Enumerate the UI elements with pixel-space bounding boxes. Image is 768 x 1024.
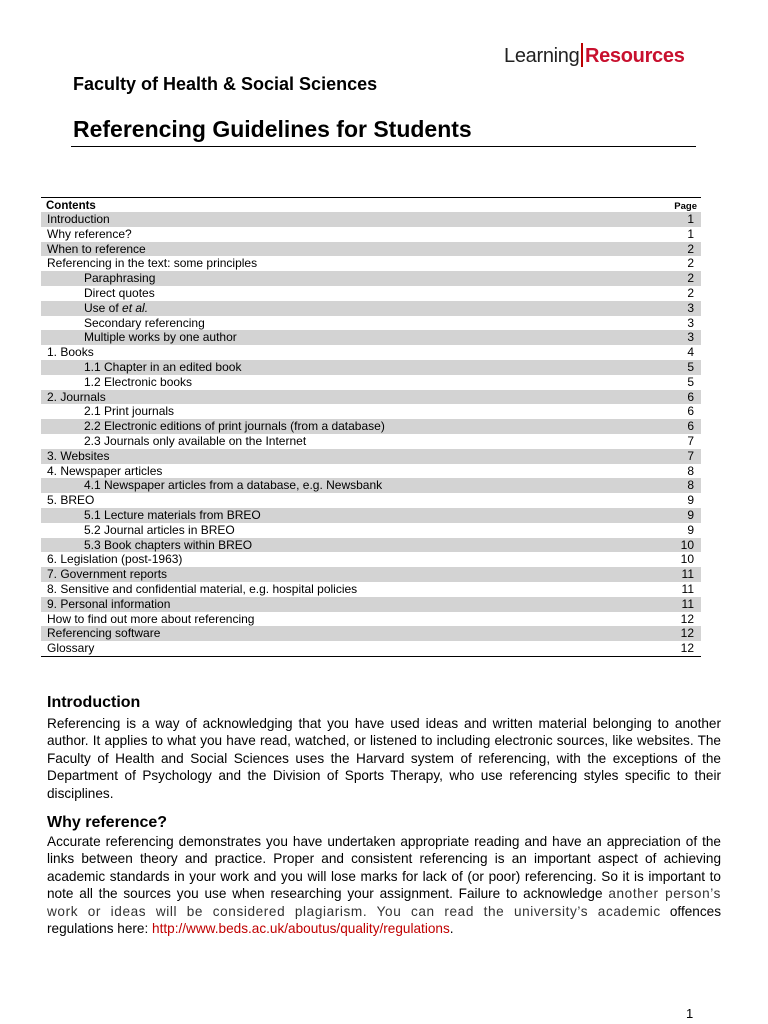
toc-row[interactable] [41,256,701,271]
why-reference-text-3: offences regulations here: [47,903,722,937]
toc-entry-label [47,597,170,612]
toc-entry-text: 1.1 Chapter in an edited book [84,359,242,374]
toc-entry-page: 6 [687,419,694,434]
toc-entry-page: 12 [680,641,694,656]
toc-row[interactable] [41,597,701,612]
toc-entry-text: When to reference [47,241,146,256]
toc-entry-text: Referencing software [47,626,161,641]
toc-entry-page: 8 [687,463,694,478]
toc-entry-text: 2.2 Electronic editions of print journals (from a database) [84,419,385,434]
toc-entry-text: 5.3 Book chapters within BREO [84,537,253,552]
toc-entry-label [47,375,192,390]
toc-row[interactable] [41,612,701,627]
toc-entry-label [47,434,306,449]
toc-entry-text: Why reference? [47,226,132,241]
contents-rows [41,212,701,656]
toc-entry-page: 12 [680,611,694,626]
toc-entry-label [47,286,155,301]
toc-entry-page: 10 [680,552,694,567]
toc-entry-label [47,523,235,538]
toc-entry-label [47,256,257,271]
toc-row[interactable] [41,641,701,656]
toc-entry-text: Use of [84,300,123,315]
why-reference-heading: Why reference? [47,814,168,831]
toc-entry-page: 5 [687,359,694,374]
toc-entry-label [47,538,252,553]
toc-entry-text: Glossary [47,641,95,656]
toc-entry-page: 11 [681,581,694,596]
toc-entry-label [47,612,254,627]
toc-entry-label [47,552,182,567]
logo-resources-text: Resources [584,45,685,67]
toc-entry-label [47,508,261,523]
toc-entry-page: 12 [680,626,694,641]
toc-row[interactable] [41,390,701,405]
toc-entry-page: 5 [687,374,694,389]
toc-entry-label [47,478,382,493]
toc-entry-text: 5. BREO [47,493,95,508]
toc-entry-label [47,301,148,316]
logo-learning-text: Learning [504,45,580,67]
contents-heading: Contents [46,200,96,212]
toc-row[interactable] [41,419,701,434]
toc-entry-label [47,419,385,434]
toc-entry-page: 1 [687,226,694,241]
toc-entry-page: 6 [687,404,694,419]
toc-row[interactable] [41,552,701,567]
toc-entry-label [47,242,146,257]
toc-entry-text: 4. Newspaper articles [47,463,163,478]
toc-entry-page: 2 [687,271,694,286]
toc-entry-page: 7 [687,433,694,448]
why-reference-text-2: another person’s work or ideas will be considered plagiarism. You can read the university’s academic [47,886,722,919]
toc-row[interactable] [41,242,701,257]
toc-row[interactable] [41,212,701,227]
introduction-heading: Introduction [47,694,141,711]
page-number: 1 [686,1006,694,1021]
toc-entry-page: 6 [687,389,694,404]
toc-entry-text: 2.1 Print journals [84,404,175,419]
toc-row[interactable] [41,271,701,286]
logo-divider [581,43,583,67]
toc-row[interactable] [41,626,701,641]
toc-row[interactable] [41,523,701,538]
toc-entry-text: Introduction [47,212,110,226]
toc-entry-page: 9 [687,493,694,508]
toc-entry-page: 10 [680,537,694,552]
toc-entry-label [47,582,357,597]
toc-entry-label [47,316,205,331]
toc-entry-text: 5.2 Journal articles in BREO [84,522,235,537]
toc-entry-text: 1.2 Electronic books [84,374,193,389]
toc-entry-text: 5.1 Lecture materials from BREO [84,507,261,522]
toc-entry-label [47,493,94,508]
toc-row[interactable] [41,360,701,375]
contents-table [41,197,701,657]
toc-entry-label [47,330,237,345]
toc-row[interactable] [41,508,701,523]
toc-row[interactable] [41,330,701,345]
toc-entry-text: Referencing in the text: some principles [47,256,258,271]
toc-entry-page: 3 [687,300,694,315]
toc-entry-text: 2. Journals [47,389,106,404]
toc-entry-label [47,212,110,227]
toc-entry-page: 9 [687,507,694,522]
toc-entry-text: How to find out more about referencing [47,611,255,626]
toc-entry-page: 11 [681,567,694,582]
why-reference-text-4: . [449,921,454,937]
toc-entry-page: 2 [687,285,694,300]
toc-entry-page: 3 [687,315,694,330]
toc-row[interactable] [41,538,701,553]
faculty-heading: Faculty of Health & Social Sciences [73,74,378,94]
toc-row[interactable] [41,464,701,479]
introduction-paragraph: Referencing is a way of acknowledging that you have used ideas and written material belonging to another author. It applies to what you have read, watched, or listened to including electronic sources, like websites. The Faculty of Health and Social Sciences uses the Harvard system of referencing, with the exceptions of the Department of Psychology and the Division of Sports Therapy, who use referencing styles specific to their disciplines. [47,716,721,801]
toc-entry-text: 7. Government reports [47,567,168,582]
toc-entry-label [47,227,132,242]
toc-entry-italic-text: et al. [122,300,149,315]
toc-entry-label [47,626,160,641]
toc-entry-text: Multiple works by one author [84,330,237,345]
toc-row[interactable] [41,582,701,597]
page-title: Referencing Guidelines for Students [73,116,472,142]
toc-entry-page: 8 [687,478,694,493]
regulations-link[interactable]: http://www.beds.ac.uk/aboutus/quality/regulations [152,921,450,937]
toc-entry-text: 4.1 Newspaper articles from a database, e.g. Newsbank [84,478,383,493]
toc-row[interactable] [41,375,701,390]
toc-entry-text: 3. Websites [47,448,110,463]
toc-entry-text: Paraphrasing [84,271,156,286]
toc-row[interactable] [41,493,701,508]
toc-row[interactable] [41,227,701,242]
page-column-heading: Page [674,201,697,212]
toc-entry-text: 1. Books [47,345,94,360]
toc-entry-page: 2 [687,241,694,256]
toc-entry-label [47,360,241,375]
learning-resources-logo [504,42,685,70]
toc-entry-label [47,345,94,360]
toc-entry-label [47,404,174,419]
toc-entry-page: 4 [687,345,694,360]
toc-entry-text: Direct quotes [84,285,155,300]
toc-row[interactable] [41,316,701,331]
toc-row[interactable] [41,404,701,419]
contents-header-row [41,198,701,212]
why-reference-text-1: Accurate referencing demonstrates you have undertaken appropriate reading and have an appreciation of the links between theory and practice. Proper and consistent referencing is an important aspect of achieving academic standards in your work and you will lose marks for lack of (or poor) referencing. So it is important to note all the sources you use when researching your assignment. Failure to acknowledge [47,834,721,902]
toc-entry-text: 9. Personal information [47,596,171,611]
toc-entry-label [47,641,94,656]
toc-entry-page: 11 [681,596,694,611]
toc-entry-label [47,271,155,286]
toc-row[interactable] [41,478,701,493]
toc-entry-text: Secondary referencing [84,315,205,330]
toc-row[interactable] [41,449,701,464]
toc-entry-text: 2.3 Journals only available on the Internet [84,433,307,448]
toc-entry-text: 6. Legislation (post-1963) [47,552,183,567]
toc-row[interactable] [41,301,701,316]
toc-row[interactable] [41,434,701,449]
toc-entry-label [47,567,167,582]
toc-row[interactable] [41,286,701,301]
toc-entry-page: 9 [687,522,694,537]
toc-entry-text: 8. Sensitive and confidential material, e.g. hospital policies [47,581,358,596]
toc-entry-label [47,390,106,405]
toc-entry-page: 2 [687,256,694,271]
title-underline [71,146,696,147]
toc-entry-label [47,449,109,464]
toc-row[interactable] [41,567,701,582]
toc-entry-label [47,464,162,479]
why-reference-paragraph [47,833,721,937]
toc-entry-page: 1 [687,212,694,226]
toc-entry-page: 7 [687,448,694,463]
toc-row[interactable] [41,345,701,360]
toc-entry-page: 3 [687,330,694,345]
